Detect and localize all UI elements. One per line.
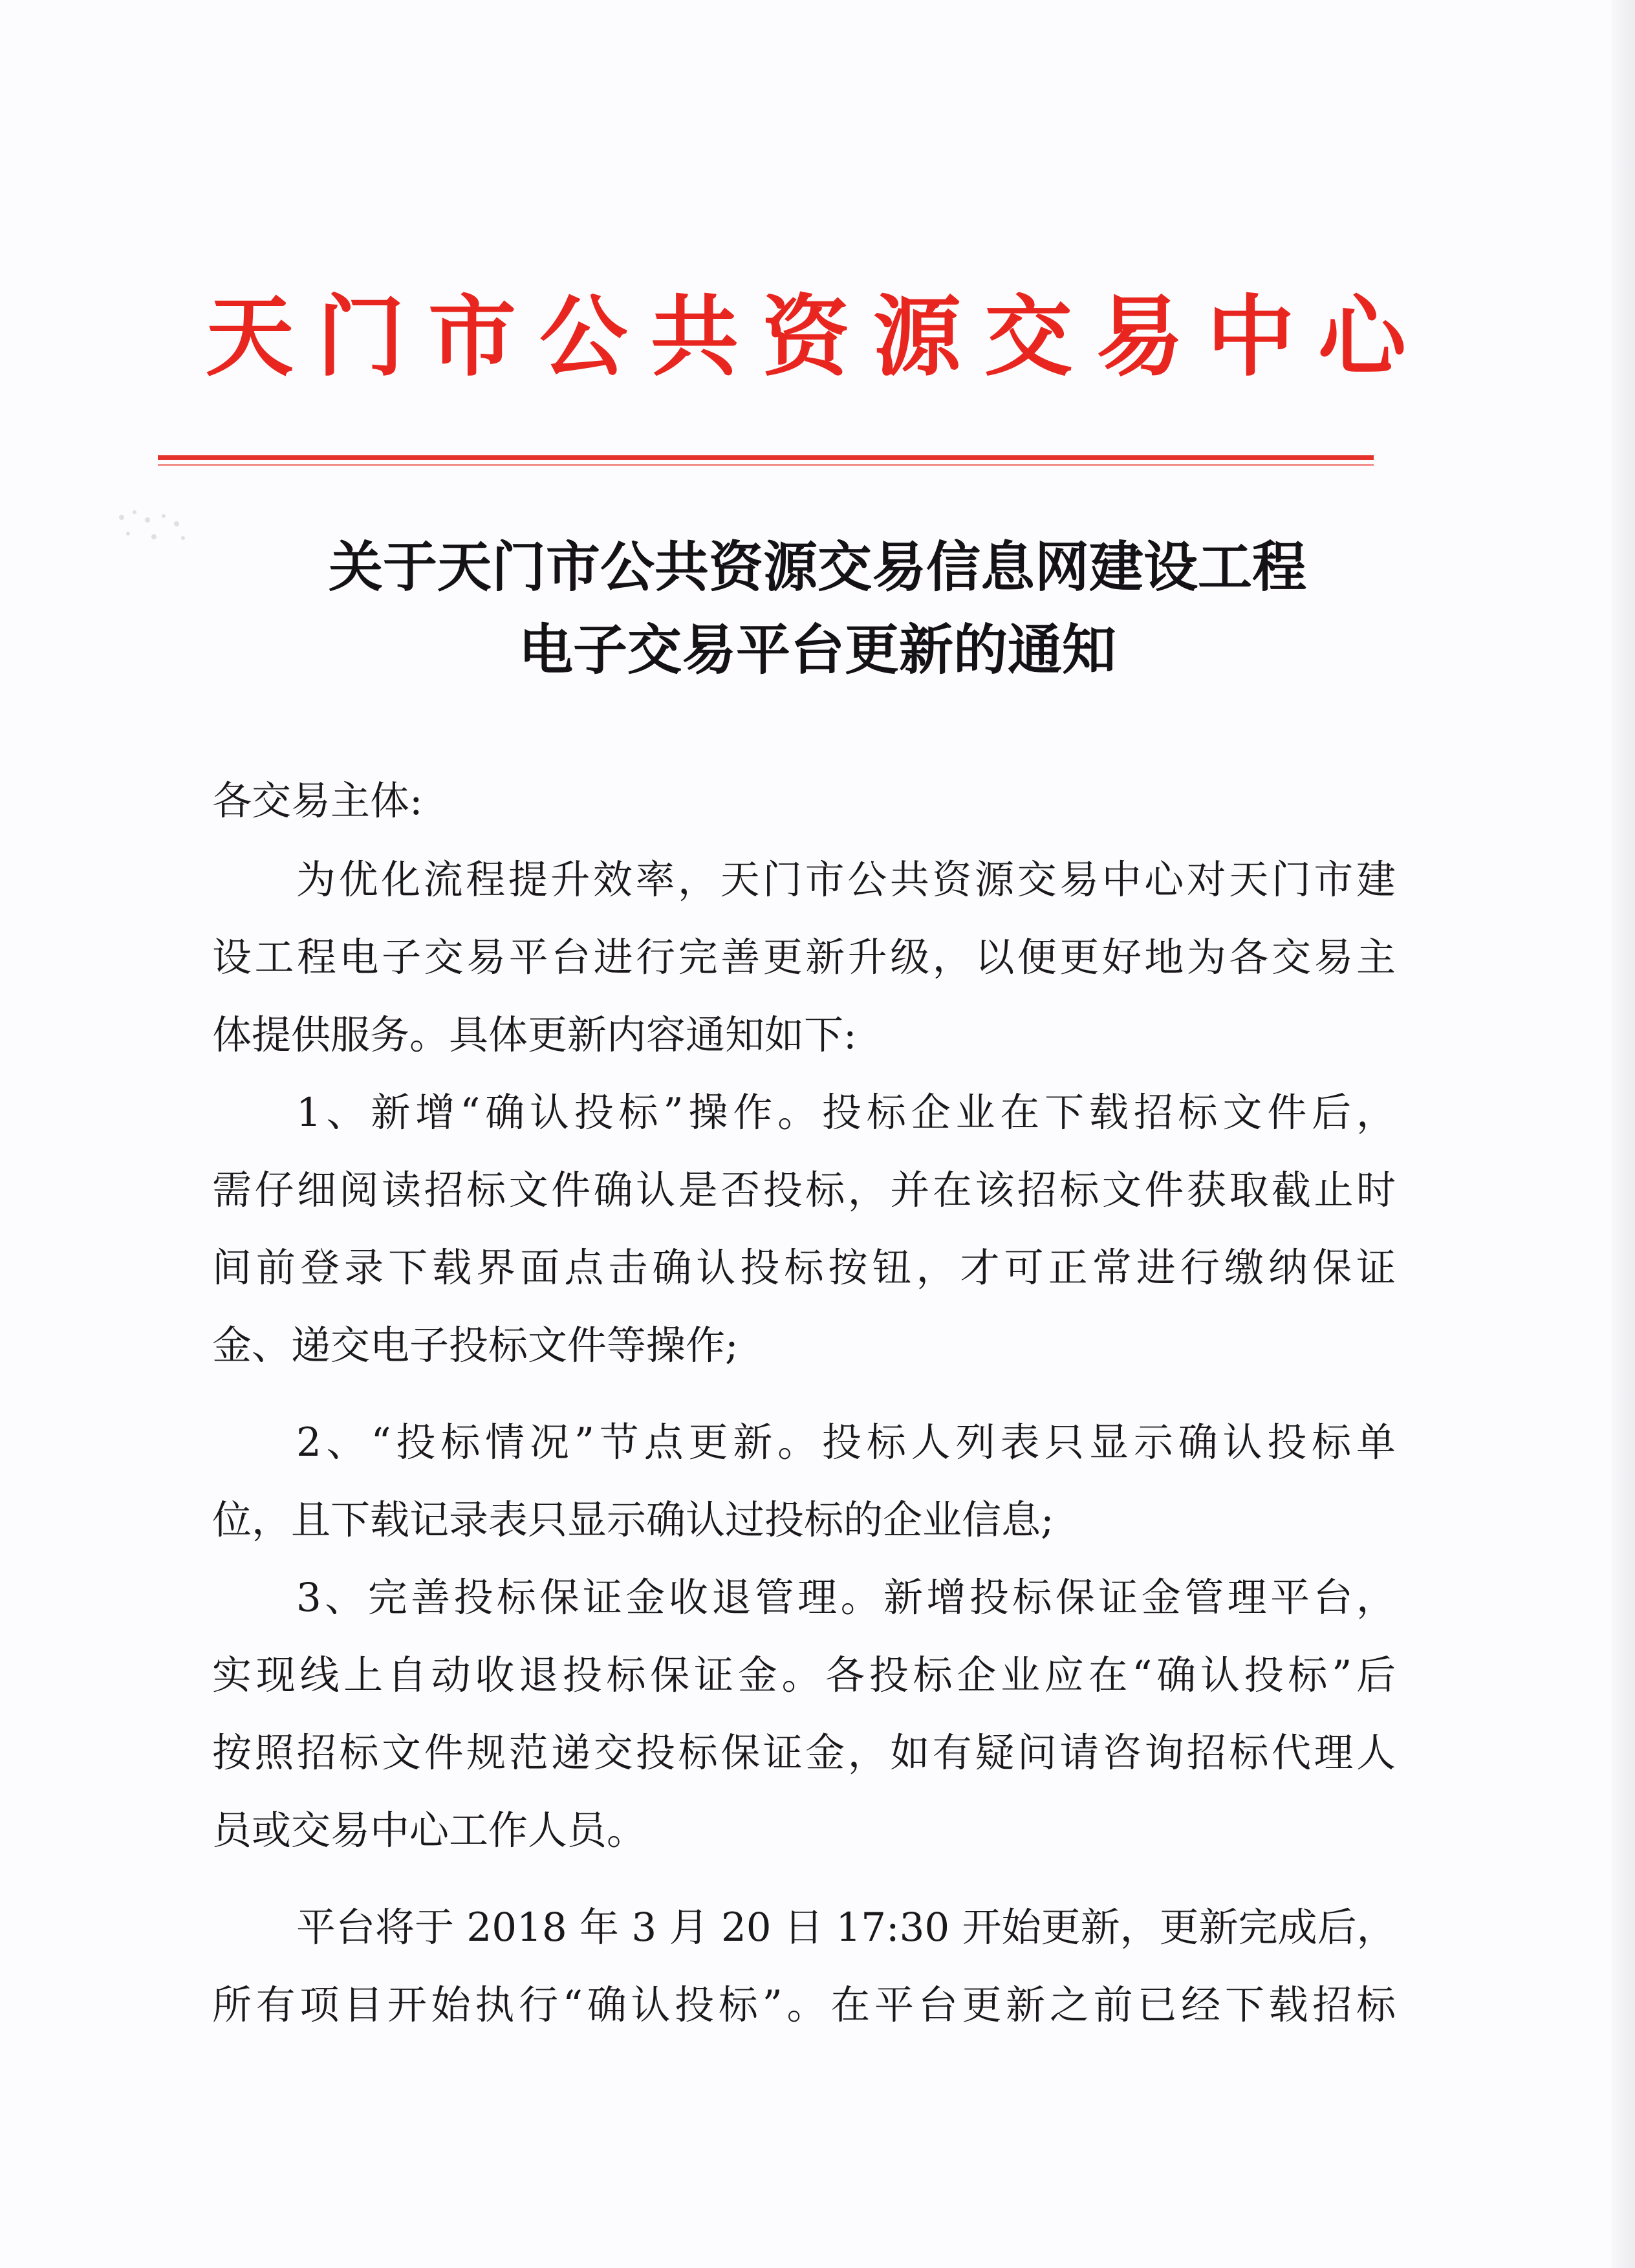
document-title-line-2: 电子交易平台更新的通知 [518,618,1116,682]
body-line: 平台将于 2018 年 3 月 20 日 17:30 开始更新，更新完成后， [296,1905,1396,1950]
body-line: 1、新增“确认投标”操作。投标企业在下载招标文件后， [296,1090,1396,1136]
body-line: 为优化流程提升效率，天门市公共资源交易中心对天门市建 [296,857,1396,903]
letterhead-title: 天门市公共资源交易中心 [206,285,1429,389]
letterhead-red-rule-thin [158,464,1374,466]
body-line: 3、完善投标保证金收退管理。新增投标保证金管理平台， [296,1575,1396,1621]
body-line: 员或交易中心工作人员。 [212,1808,647,1853]
body-line: 间前登录下载界面点击确认投标按钮，才可正常进行缴纳保证 [212,1245,1396,1291]
body-line: 2、“投标情况”节点更新。投标人列表只显示确认投标单 [296,1420,1396,1465]
salutation: 各交易主体: [212,778,423,824]
body-line: 体提供服务。具体更新内容通知如下: [212,1012,857,1058]
body-line: 实现线上自动收退投标保证金。各投标企业应在“确认投标”后 [212,1652,1396,1698]
body-line: 设工程电子交易平台进行完善更新升级，以便更好地为各交易主 [212,934,1396,980]
document-title-line-1: 关于天门市公共资源交易信息网建设工程 [328,535,1306,599]
body-line: 按照招标文件规范递交投标保证金，如有疑问请咨询招标代理人 [212,1730,1396,1776]
body-line: 需仔细阅读招标文件确认是否投标，并在该招标文件获取截止时 [212,1167,1396,1213]
letterhead-red-rule [158,455,1374,460]
body-line: 位，且下载记录表只显示确认过投标的企业信息; [212,1497,1054,1543]
body-line: 所有项目开始执行“确认投标”。在平台更新之前已经下载招标 [212,1982,1396,2028]
body-line: 金、递交电子投标文件等操作; [212,1323,739,1368]
